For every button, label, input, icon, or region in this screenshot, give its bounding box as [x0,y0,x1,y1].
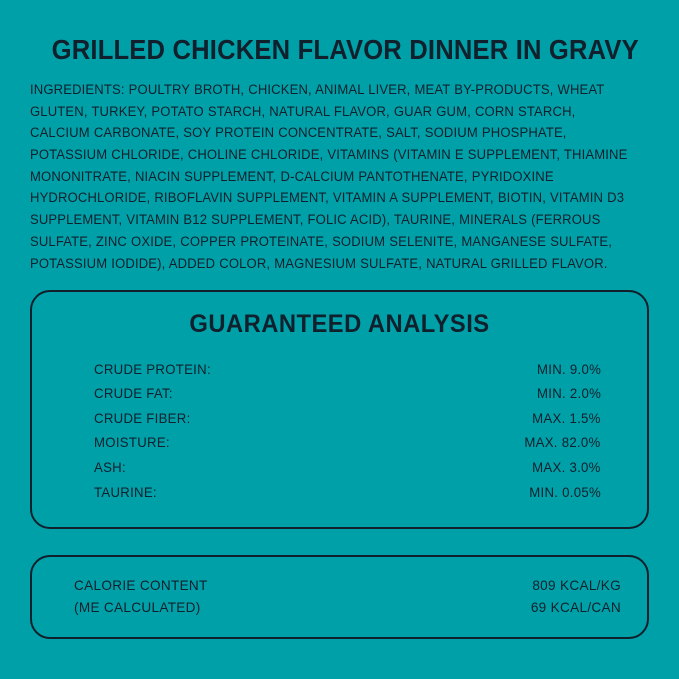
table-row [94,357,601,382]
nutrient-value: MIN. 0.05% [529,484,601,500]
calorie-content-panel [30,555,649,639]
nutrient-label: TAURINE: [94,484,157,500]
page-title: GRILLED CHICKEN FLAVOR DINNER IN GRAVY [51,34,639,65]
nutrient-value: MAX. 3.0% [532,460,601,476]
table-row [94,456,601,481]
calorie-per-kg-value: 809 KCAL/KG [532,577,621,593]
calorie-per-can-value: 69 KCAL/CAN [530,599,621,615]
nutrient-value: MIN. 9.0% [536,361,601,377]
nutrient-label: ASH: [94,460,126,476]
nutrient-label: MOISTURE: [94,435,170,451]
nutrient-value: MAX. 82.0% [524,435,601,451]
guaranteed-analysis-heading: GUARANTEED ANALYSIS [189,310,490,339]
calorie-content-label: CALORIE CONTENT [74,577,208,593]
ingredients-text: INGREDIENTS: POULTRY BROTH, CHICKEN, ANIMAL LIVER, MEAT BY-PRODUCTS, WHEAT GLUTEN, TURKEY, POTATO STARCH, NATURAL FLAVOR, GUAR GUM, CORN STARCH, CALCIUM CARBONATE, SOY PROTEIN CONCENTRATE, SALT, SODIUM PHOSPHATE, POTASSIUM CHLORIDE, CHOLINE CHLORIDE, VITAMINS (VITAMIN E SUPPLEMENT, THIAMINE MONONITRATE, NIACIN SUPPLEMENT, D-CALCIUM PANTOTHENATE, PYRIDOXINE HYDROCHLORIDE, RIBOFLAVIN SUPPLEMENT, VITAMIN A SUPPLEMENT, BIOTIN, VITAMIN D3 SUPPLEMENT, VITAMIN B12 SUPPLEMENT, FOLIC ACID), TAURINE, MINERALS (FERROUS SULFATE, ZINC OXIDE, COPPER PROTEINATE, SODIUM SELENITE, MANGANESE SULFATE, POTASSIUM IODIDE), ADDED COLOR, MAGNESIUM SULFATE, NATURAL GRILLED FLAVOR. [30,81,628,271]
calorie-content-labels [74,575,208,619]
nutrient-label: CRUDE FAT: [94,386,173,402]
nutrient-value: MAX. 1.5% [532,410,601,426]
calorie-content-sublabel: (ME CALCULATED) [74,599,201,615]
table-row [94,406,601,431]
nutrient-label: CRUDE FIBER: [94,410,191,426]
guaranteed-analysis-panel [30,290,649,529]
guaranteed-analysis-rows [52,357,627,505]
nutrient-label: CRUDE PROTEIN: [94,361,211,377]
table-row [94,382,601,407]
calorie-content-row [74,575,621,619]
nutrient-value: MIN. 2.0% [536,386,601,402]
table-row [94,431,601,456]
calorie-content-values [531,575,621,619]
table-row [94,480,601,505]
